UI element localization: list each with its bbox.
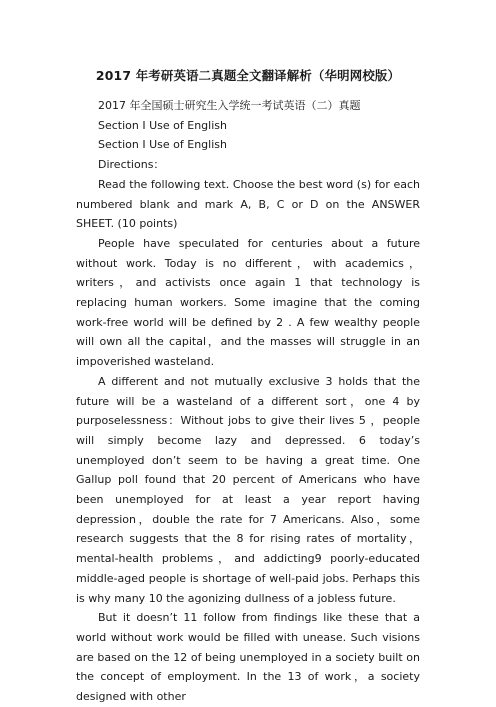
paragraph-instructions: Read the following text. Choose the best word (s) for each numbered blank and mark A, B, C or D on the ANSWER SHEET. (10 points)	[76, 177, 420, 231]
document-body	[76, 96, 420, 707]
paragraph-1: People have speculated for centuries about a future without work. Today is no different，with academics，writers，and activists once again 1 that technology is replacing human workers. Some imagine that the coming work-free world will be defined by 2 . A few wealthy people will own all the capital，and the masses will struggle in an impoverished wasteland.	[76, 236, 420, 369]
exam-heading: 2017 年全国硕士研究生入学统一考试英语（二）真题	[98, 99, 361, 112]
directions-label: Directions：	[98, 158, 165, 172]
document-title: 2017 年考研英语二真题全文翻译解析（华明网校版）	[95, 68, 401, 83]
paragraph-2: A different and not mutually exclusive 3 holds that the future will be a wasteland of a different sort，one 4 by purposelessness：Without jobs to give their lives 5 ，people will simply become lazy and depressed. 6 today’s unemployed don’t seem to be having a great time. One Gallup poll found that 20 percent of Americans who have been unemployed for at least a year report having depression，double the rate for 7 Americans. Also，some research suggests that the 8 for rising rates of mortality，mental-health problems，and addicting9 poorly-educated middle-aged people is shortage of well-paid jobs. Perhaps this is why many 10 the agonizing dullness of a jobless future.	[76, 374, 420, 605]
section-heading: Section I Use of English	[98, 118, 227, 132]
section-heading: Section I Use of English	[98, 138, 227, 152]
paragraph-3: But it doesn’t 11 follow from findings like these that a world without work would be filled with unease. Such visions are based on the 12 of being unemployed in a society built on the concept of employment. In the 13 of work，a society designed with other	[76, 611, 420, 704]
